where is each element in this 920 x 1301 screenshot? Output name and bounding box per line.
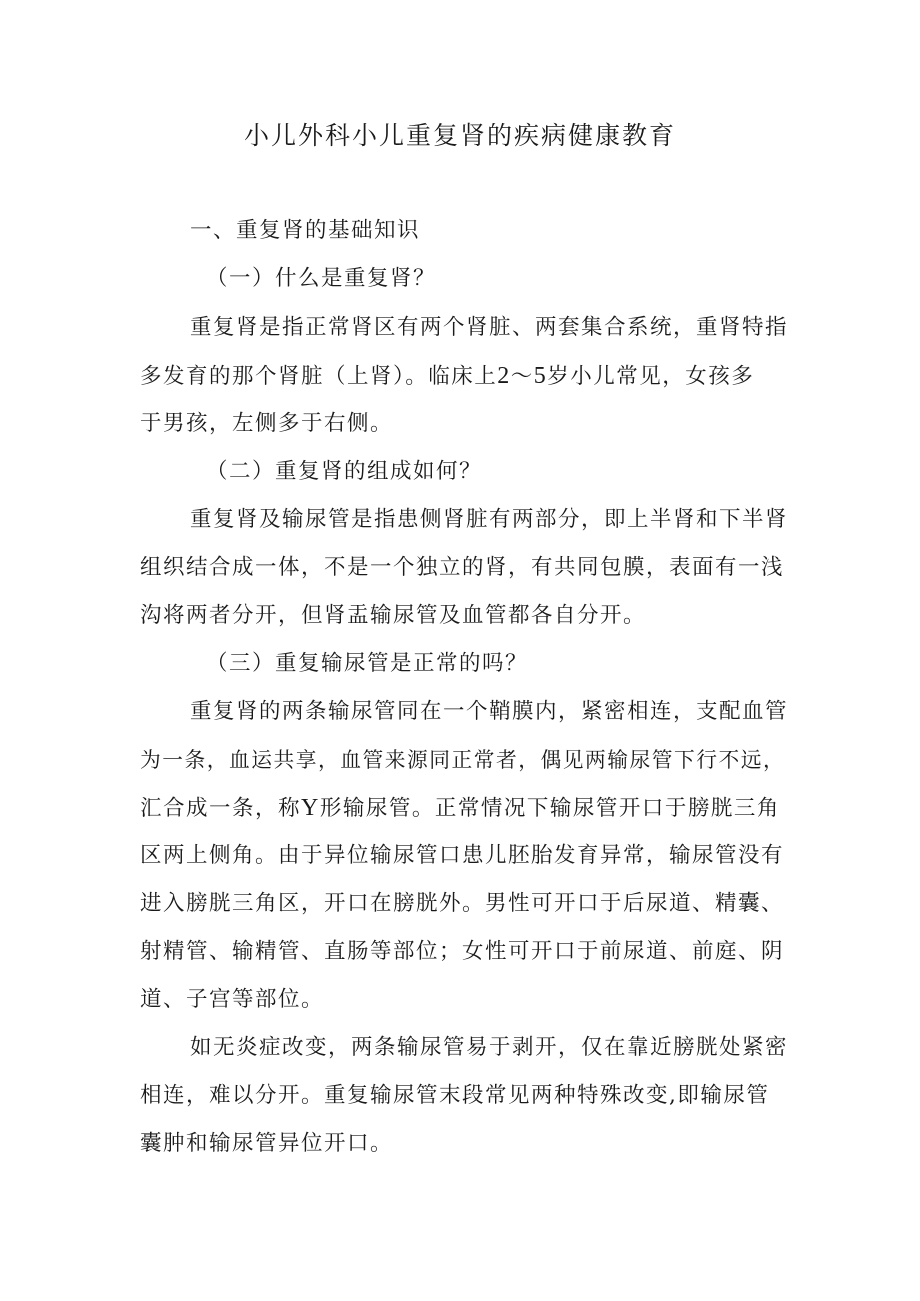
paragraph-4-line-2: 相连，难以分开。重复输尿管末段常见两种特殊改变,即输尿管 bbox=[140, 1083, 770, 1108]
letter-text: Y bbox=[301, 795, 320, 821]
paragraph-2-line-2: 组织结合成一体，不是一个独立的肾，有共同包膜，表面有一浅 bbox=[140, 555, 785, 580]
document-title: 小儿外科小儿重复肾的疾病健康教育 bbox=[243, 121, 676, 150]
number-text: 2 bbox=[497, 363, 511, 389]
paragraph-3-line-2: 为一条，血运共享，血管来源同正常者，偶见两输尿管下行不远， bbox=[140, 748, 786, 772]
question-heading-2: （二）重复肾的组成如何？ bbox=[206, 459, 483, 484]
tilde-symbol: ～ bbox=[510, 364, 534, 389]
text-segment: 岁小儿常见，女孩多 bbox=[547, 364, 755, 389]
paragraph-1-line-2 bbox=[140, 361, 754, 392]
paragraph-1-line-3: 于男孩，左侧多于右侧。 bbox=[140, 411, 394, 436]
question-heading-3: （三）重复输尿管是正常的吗？ bbox=[206, 651, 529, 676]
paragraph-3-line-4: 区两上侧角。由于异位输尿管口患儿胚胎发育异常，输尿管没有 bbox=[140, 843, 785, 868]
text-segment: 形输尿管。正常情况下输尿管开口于膀胱三角 bbox=[319, 796, 780, 821]
text-segment: 多发育的那个肾脏（上肾）。临床上 bbox=[140, 364, 498, 389]
section-heading: 一、重复肾的基础知识 bbox=[190, 218, 421, 243]
paragraph-3-line-6: 射精管、输精管、直肠等部位；女性可开口于前尿道、前庭、阴 bbox=[140, 939, 785, 964]
paragraph-2-line-1: 重复肾及输尿管是指患侧肾脏有两部分，即上半肾和下半肾 bbox=[190, 507, 789, 532]
paragraph-4-line-1: 如无炎症改变，两条输尿管易于剥开，仅在靠近膀胱处紧密 bbox=[190, 1035, 789, 1060]
paragraph-3-line-3 bbox=[140, 793, 780, 824]
question-heading-1: （一）什么是重复肾？ bbox=[206, 266, 437, 291]
paragraph-3-line-7: 道、子宫等部位。 bbox=[140, 987, 325, 1012]
paragraph-3-line-5: 进入膀胱三角区，开口在膀胱外。男性可开口于后尿道、精囊、 bbox=[140, 891, 785, 916]
paragraph-4-line-3: 囊肿和输尿管异位开口。 bbox=[140, 1131, 394, 1156]
paragraph-1-line-1: 重复肾是指正常肾区有两个肾脏、两套集合系统，重肾特指 bbox=[190, 315, 789, 340]
number-text: 5 bbox=[533, 363, 548, 389]
paragraph-2-line-3: 沟将两者分开，但肾盂输尿管及血管都各自分开。 bbox=[140, 603, 647, 628]
text-segment: 汇合成一条，称 bbox=[140, 796, 302, 821]
paragraph-3-line-1: 重复肾的两条输尿管同在一个鞘膜内，紧密相连，支配血管 bbox=[190, 699, 789, 724]
